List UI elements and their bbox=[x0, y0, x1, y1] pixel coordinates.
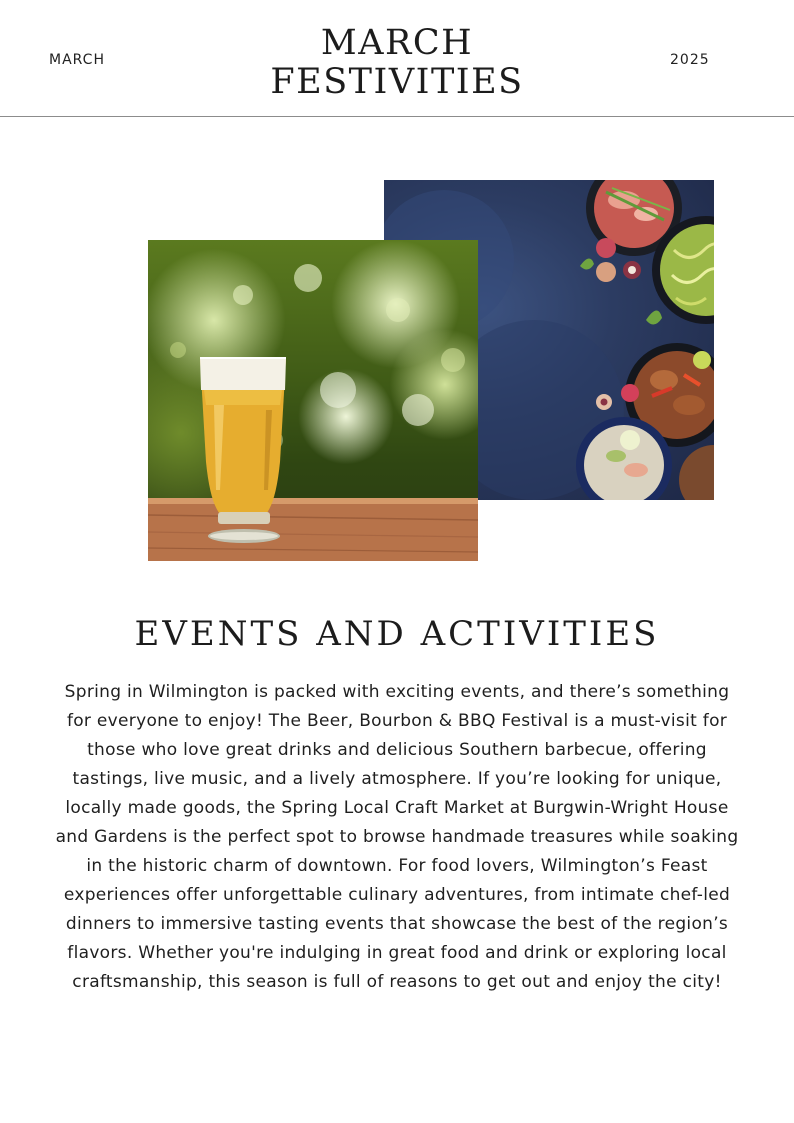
header-year-label: 2025 bbox=[670, 52, 710, 68]
page-header bbox=[0, 0, 794, 117]
header-month-label: MARCH bbox=[49, 52, 105, 68]
section-body: Spring in Wilmington is packed with exciting events, and there’s something for everyone to enjoy! The Beer, Bourbon & BBQ Festival is a must-visit for those who love great drinks and delicious Southern barbecue, offering tastings, live music, and a lively atmosphere. If you’re looking for unique, locally made goods, the Spring Local Craft Market at Burgwin-Wright House and Gardens is the perfect spot to browse handmade treasures while soaking in the historic charm of downtown. For food lovers, Wilmington’s Feast experiences offer unforgettable culinary adventures, from intimate chef-led dinners to immersive tasting events that showcase the best of the region’s flavors. Whether you're indulging in great food and drink or exploring local craftsmanship, this season is full of reasons to get out and enjoy the city! bbox=[55, 682, 739, 992]
title-line-2: FESTIVITIES bbox=[270, 62, 524, 102]
title-line-1: MARCH bbox=[320, 23, 474, 63]
section-title: EVENTS AND ACTIVITIES bbox=[134, 614, 660, 654]
beer-photo bbox=[148, 240, 478, 561]
